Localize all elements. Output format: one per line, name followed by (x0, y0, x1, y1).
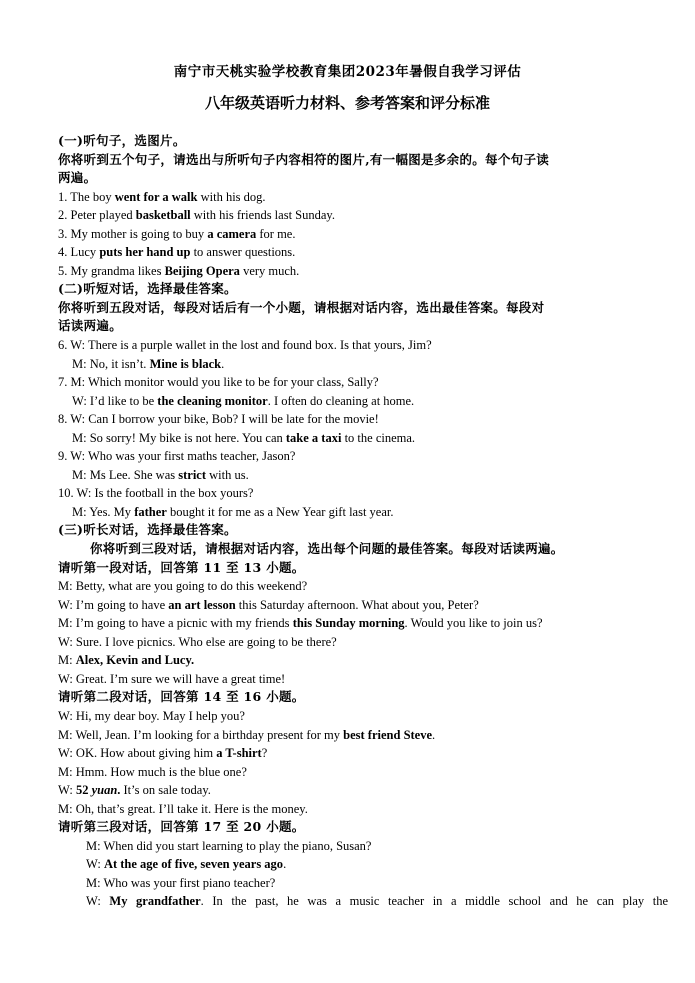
line-text: with his friends last Sunday. (190, 208, 335, 223)
answer-keyword: . (117, 783, 121, 798)
script-line (58, 392, 648, 411)
line-text: 你将听到三段对话，请根据对话内容，选出每个问题的最佳答案。每段对话读两遍。 (90, 541, 564, 557)
line-text: W: I’d like to be (72, 393, 158, 408)
line-text: W: (86, 894, 110, 909)
line-text: (二)听短对话，选择最佳答案。 (58, 281, 237, 297)
line-text: with his dog. (197, 189, 266, 204)
line-text: . (283, 857, 287, 872)
line-text: (三)听长对话，选择最佳答案。 (58, 522, 237, 538)
section-instruction (58, 280, 648, 299)
script-line (58, 892, 668, 911)
section-instruction (58, 688, 648, 707)
line-text: W: OK. How about giving him (58, 746, 217, 761)
script-line (58, 466, 648, 485)
line-text: 请听第三段对话，回答第 17 至 20 小题。 (58, 819, 305, 835)
line-text: 请听第二段对话，回答第 14 至 16 小题。 (58, 689, 305, 705)
line-text: 7. M: Which monitor would you like to be for your class, Sally? (58, 375, 379, 390)
line-text: M: So sorry! My bike is not here. You can (72, 430, 286, 445)
line-text: 两遍。 (58, 170, 97, 186)
line-text: W: I’m going to have (58, 597, 169, 612)
answer-keyword: My grandfather (109, 894, 201, 909)
answer-keyword: a T-shirt (216, 746, 262, 761)
script-line (58, 763, 648, 782)
line-text: W: Hi, my dear boy. May I help you? (58, 708, 245, 723)
line-text: with us. (206, 467, 249, 482)
script-line (58, 707, 648, 726)
line-text: bought it for me as a New Year gift last year. (166, 504, 394, 519)
script-line (58, 874, 648, 893)
line-text: . Would you like to join us? (404, 616, 543, 631)
script-line (58, 429, 648, 448)
document-title: 南宁市天桃实验学校教育集团2023年暑假自我学习评估 (173, 64, 522, 80)
answer-keyword: best friend Steve (343, 727, 433, 742)
line-text: M: Hmm. How much is the blue one? (58, 764, 247, 779)
line-text: 3. My mother is going to buy (58, 226, 208, 241)
section-instruction (58, 299, 648, 318)
line-text: 话读两遍。 (58, 318, 123, 334)
script-line (58, 596, 648, 615)
line-text: . I often do cleaning at home. (267, 393, 415, 408)
script-line (58, 855, 648, 874)
line-text: 9. W: Who was your first maths teacher, Jason? (58, 449, 296, 464)
line-text: M: I’m going to have a picnic with my friends (58, 616, 293, 631)
section-instruction (58, 521, 648, 540)
listening-script (58, 132, 669, 911)
section-instruction (58, 132, 648, 151)
script-line (58, 726, 648, 745)
line-text: . (432, 727, 436, 742)
line-text: 6. W: There is a purple wallet in the lost and found box. Is that yours, Jim? (58, 338, 432, 353)
line-text: W: (86, 857, 104, 872)
script-line (58, 484, 648, 503)
script-line (58, 651, 648, 670)
line-text: for me. (256, 226, 296, 241)
script-line (58, 577, 648, 596)
script-line (58, 837, 648, 856)
line-text: W: Great. I’m sure we will have a great time! (58, 671, 286, 686)
line-text: M: Who was your first piano teacher? (86, 875, 276, 890)
line-text: 5. My grandma likes (58, 263, 165, 278)
answer-keyword: Alex, Kevin and Lucy. (75, 653, 195, 668)
line-text: . In the past, he was a music teacher in a middle school and he can play the (200, 894, 669, 909)
script-line (58, 373, 648, 392)
answer-keyword: yuan (91, 783, 118, 798)
script-line (58, 800, 648, 819)
line-text: very much. (239, 263, 300, 278)
section-instruction (58, 818, 648, 837)
answer-keyword: take a taxi (285, 430, 342, 445)
document-subtitle: 八年级英语听力材料、参考答案和评分标准 (204, 94, 490, 112)
line-text: M: Well, Jean. I’m looking for a birthday present for my (58, 727, 344, 742)
answer-keyword: basketball (135, 208, 191, 223)
script-line (58, 410, 648, 429)
line-text: 2. Peter played (58, 208, 136, 223)
script-line (58, 447, 648, 466)
line-text: 8. W: Can I borrow your bike, Bob? I will be late for the movie! (58, 412, 379, 427)
line-text: 你将听到五个句子，请选出与所听句子内容相符的图片,有一幅图是多余的。每个句子读 (58, 151, 550, 167)
line-text: W: (58, 783, 76, 798)
answer-keyword: 52 (75, 783, 92, 798)
line-text: 1. The boy (58, 189, 115, 204)
script-line (58, 243, 648, 262)
line-text: 10. W: Is the football in the box yours? (58, 486, 254, 501)
line-text: (一)听句子，选图片。 (58, 133, 186, 148)
answer-keyword: went for a walk (114, 189, 198, 204)
script-line (58, 744, 648, 763)
script-line (58, 633, 648, 652)
section-instruction (58, 317, 648, 336)
answer-keyword: puts her hand up (99, 245, 191, 260)
line-text: to the cinema. (341, 430, 416, 445)
line-text: . (221, 356, 225, 371)
answer-keyword: an art lesson (168, 597, 236, 612)
answer-keyword: Beijing Opera (164, 263, 240, 278)
answer-keyword: At the age of five, seven years ago (103, 857, 284, 872)
script-line (58, 262, 648, 281)
answer-keyword: this Sunday morning (292, 616, 405, 631)
script-line (58, 503, 648, 522)
line-text: 4. Lucy (58, 245, 100, 260)
answer-keyword: strict (178, 467, 207, 482)
script-line (58, 670, 648, 689)
script-line (58, 188, 648, 207)
line-text: M: No, it isn’t. (72, 356, 150, 371)
script-line (58, 225, 648, 244)
script-line (58, 336, 648, 355)
section-instruction (58, 540, 648, 559)
line-text: M: Ms Lee. She was (72, 467, 179, 482)
line-text: to answer questions. (190, 245, 296, 260)
line-text: M: Yes. My (72, 504, 135, 519)
line-text: this Saturday afternoon. What about you, Peter? (235, 597, 479, 612)
answer-keyword: the cleaning monitor (157, 393, 268, 408)
line-text: M: When did you start learning to play the piano, Susan? (86, 838, 372, 853)
answer-keyword: Mine is black (149, 356, 222, 371)
script-line (58, 206, 648, 225)
line-text: M: Betty, what are you going to do this weekend? (58, 579, 308, 594)
section-instruction (58, 169, 648, 188)
script-line (58, 355, 648, 374)
line-text: It’s on sale today. (120, 783, 211, 798)
answer-keyword: father (134, 504, 167, 519)
script-line (58, 781, 648, 800)
section-instruction (58, 151, 648, 170)
line-text: M: (58, 653, 76, 668)
line-text: W: Sure. I love picnics. Who else are going to be there? (58, 634, 337, 649)
line-text: 你将听到五段对话，每段对话后有一个小题，请根据对话内容，选出最佳答案。每段对 (58, 299, 545, 315)
section-instruction (58, 559, 648, 578)
answer-keyword: a camera (207, 226, 257, 241)
script-line (58, 614, 648, 633)
line-text: 请听第一段对话，回答第 11 至 13 小题。 (58, 559, 305, 575)
line-text: ? (261, 746, 268, 761)
line-text: M: Oh, that’s great. I’ll take it. Here is the money. (58, 801, 308, 816)
